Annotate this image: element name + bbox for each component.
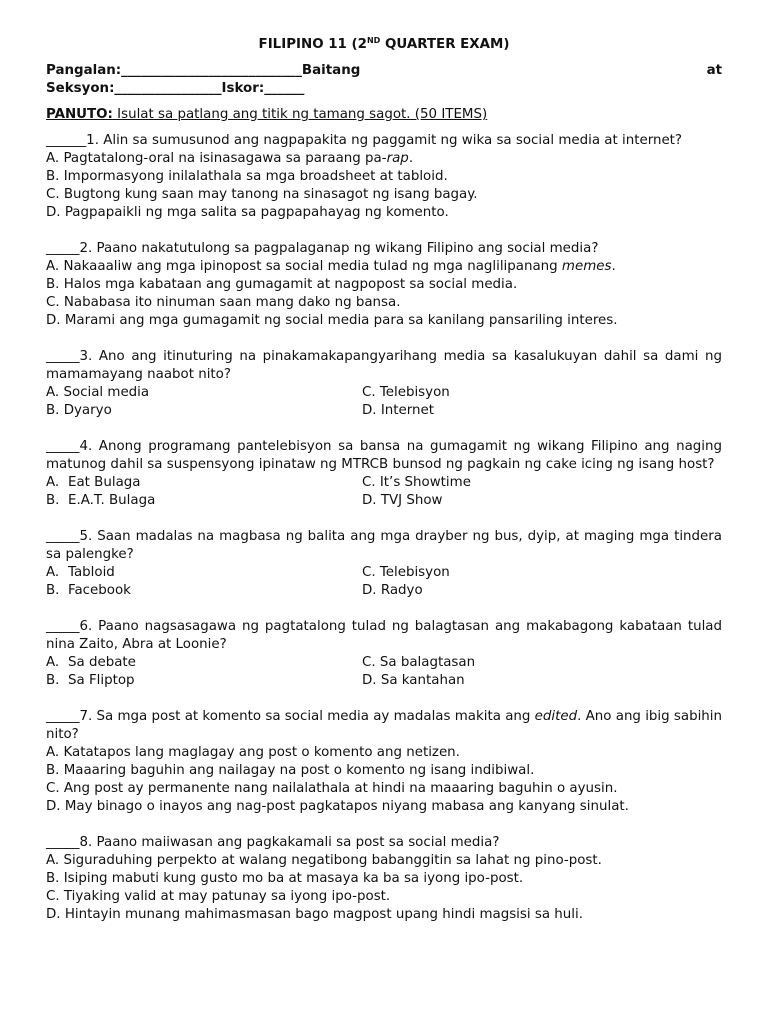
exam-title: FILIPINO 11 (2ND QUARTER EXAM) [258, 36, 510, 52]
choice-c: C. Ang post ay permanente nang nailalathala at hindi na maaaring baguhin o ayusin. [46, 781, 618, 796]
choices-row-2 [46, 582, 722, 600]
question-stem: _____7. Sa mga post at komento sa social media ay madalas makita ang edited. Ano ang ibig sabihin nito? [46, 709, 722, 742]
choice-c: C. Sa balagtasan [362, 655, 476, 670]
choice-d: D. Pagpapaikli ng mga salita sa pagpapahayag ng komento. [46, 205, 449, 220]
instructions [46, 106, 722, 124]
choice-a: A. Sa debate [46, 655, 136, 670]
name-grade-field: Pangalan:___________________________Baitang [46, 63, 361, 78]
question-stem: _____3. Ano ang itinuturing na pinakamakapangyarihang media sa kasalukuyan dahil sa dami ng mamamayang naabot nito? [46, 349, 722, 382]
question-5 [46, 528, 722, 600]
choice-a: A. Pagtatalong-oral na isinasagawa sa paraang pa-rap. [46, 151, 414, 166]
choice-b: B. E.A.T. Bulaga [46, 493, 156, 508]
choice-d: D. Marami ang mga gumagamit ng social media para sa kanilang pansariling interes. [46, 313, 618, 328]
choice-a: A. Social media [46, 385, 150, 400]
question-4 [46, 438, 722, 510]
question-stem: _____4. Anong programang pantelebisyon sa bansa na gumagamit ng wikang Filipino ang naging matunog dahil sa suspensyong ipinataw ng MTRCB bunsod ng pagkain ng cake icing ng isang host? [46, 439, 722, 472]
and-word: at [706, 63, 722, 78]
choice-c: C. Bugtong kung saan may tanong na sinasagot ng isang bagay. [46, 187, 478, 202]
choice-b: B. Halos mga kabataan ang gumagamit at nagpopost sa social media. [46, 277, 518, 292]
question-1 [46, 132, 722, 222]
question-6 [46, 618, 722, 690]
question-8 [46, 834, 722, 924]
choice-c: C. Telebisyon [362, 565, 450, 580]
choice-c: C. Nababasa ito ninuman saan mang dako ng bansa. [46, 295, 401, 310]
choices-row-1 [46, 564, 722, 582]
question-stem: _____8. Paano maiiwasan ang pagkakamali sa post sa social media? [46, 835, 500, 850]
choice-d: D. Sa kantahan [362, 673, 465, 688]
choice-a: A. Eat Bulaga [46, 475, 141, 490]
choice-c: C. It’s Showtime [362, 475, 471, 490]
header-line-2 [46, 80, 722, 98]
choice-d: D. TVJ Show [362, 493, 443, 508]
choice-c: C. Tiyaking valid at may patunay sa iyong ipo-post. [46, 889, 391, 904]
question-stem: _____6. Paano nagsasagawa ng pagtatalong tulad ng balagtasan ang makabagong kabataan tulad nina Zaito, Abra at Loonie? [46, 619, 722, 652]
choice-b: B. Sa Fliptop [46, 673, 135, 688]
question-2 [46, 240, 722, 330]
question-stem: _____5. Saan madalas na magbasa ng balita ang mga drayber ng bus, dyip, at maging mga tindera sa palengke? [46, 529, 722, 562]
choice-c: C. Telebisyon [362, 385, 450, 400]
question-list [46, 132, 722, 924]
question-3 [46, 348, 722, 420]
choice-a: A. Katatapos lang maglagay ang post o komento ang netizen. [46, 745, 460, 760]
choice-b: B. Facebook [46, 583, 131, 598]
instructions-text: Isulat sa patlang ang titik ng tamang sagot. (50 ITEMS) [112, 107, 488, 122]
choice-d: D. Radyo [362, 583, 423, 598]
choice-b: B. Dyaryo [46, 403, 112, 418]
choices-row-2 [46, 402, 722, 420]
question-7 [46, 708, 722, 816]
question-stem: _____2. Paano nakatutulong sa pagpalaganap ng wikang Filipino ang social media? [46, 241, 599, 256]
choices-row-1 [46, 384, 722, 402]
section-score-field: Seksyon:________________Iskor:______ [46, 81, 305, 96]
choice-b: B. Maaaring baguhin ang nailagay na post o komento ng isang indibiwal. [46, 763, 535, 778]
choice-b: B. Isiping mabuti kung gusto mo ba at masaya ka ba sa iyong ipo-post. [46, 871, 524, 886]
choices-row-2 [46, 492, 722, 510]
choices-row-1 [46, 654, 722, 672]
choice-d: D. May binago o inayos ang nag-post pagkatapos niyang mabasa ang kanyang sinulat. [46, 799, 629, 814]
question-stem: ______1. Alin sa sumusunod ang nagpapakita ng paggamit ng wika sa social media at internet? [46, 133, 683, 148]
choice-d: D. Internet [362, 403, 434, 418]
header-line-1 [46, 62, 722, 80]
choice-a: A. Nakaaaliw ang mga ipinopost sa social media tulad ng mga naglilipanang memes. [46, 259, 616, 274]
choices-row-1 [46, 474, 722, 492]
choice-d: D. Hintayin munang mahimasmasan bago magpost upang hindi magsisi sa huli. [46, 907, 583, 922]
choice-a: A. Siguraduhing perpekto at walang negatibong babanggitin sa lahat ng pino-post. [46, 853, 602, 868]
choice-b: B. Impormasyong inilalathala sa mga broadsheet at tabloid. [46, 169, 448, 184]
choices-row-2 [46, 672, 722, 690]
choice-a: A. Tabloid [46, 565, 115, 580]
instructions-label: PANUTO: [46, 107, 113, 122]
